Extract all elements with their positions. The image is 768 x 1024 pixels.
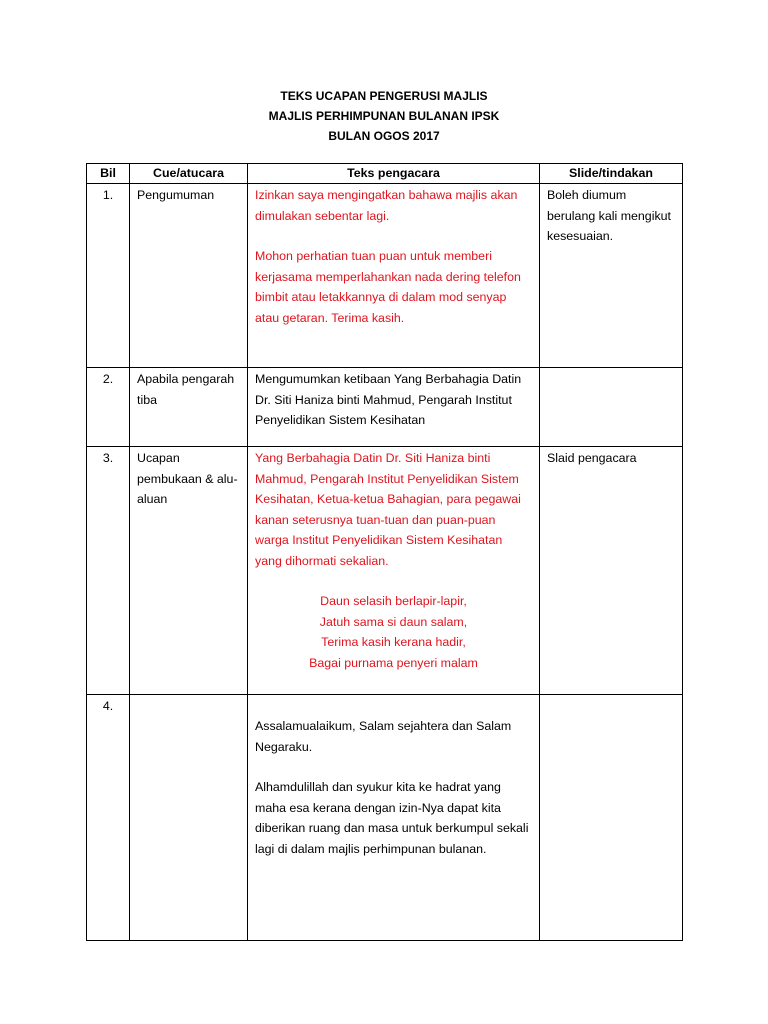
title-line-1: TEKS UCAPAN PENGERUSI MAJLIS	[280, 89, 488, 103]
row-text	[248, 447, 540, 695]
row-cue: Apabila pengarah tiba	[130, 368, 248, 447]
title-line-2: MAJLIS PERHIMPUNAN BULANAN IPSK	[268, 109, 500, 123]
document-title-block	[0, 86, 768, 146]
table-row	[87, 184, 683, 368]
pantun-verse	[255, 591, 532, 673]
row-text-paragraph: Yang Berbahagia Datin Dr. Siti Haniza binti Mahmud, Pengarah Institut Penyelidikan Sistem Kesihatan, Ketua-ketua Bahagian, para pegawai kanan seterusnya tuan-tuan dan puan-puan warga Institut Penyelidikan Sistem Kesihatan yang dihormati sekalian.	[255, 451, 521, 568]
agenda-table	[86, 163, 683, 941]
row-slide	[540, 695, 683, 941]
row-text	[248, 368, 540, 447]
row-cue: Pengumuman	[130, 184, 248, 368]
row-number: 3.	[87, 447, 130, 695]
row-number: 4.	[87, 695, 130, 941]
pantun-line: Daun selasih berlapir-lapir,	[320, 594, 467, 608]
row-text	[248, 695, 540, 941]
pantun-line: Jatuh sama si daun salam,	[319, 614, 468, 629]
row-slide: Slaid pengacara	[540, 447, 683, 695]
table-row	[87, 368, 683, 447]
row-slide	[540, 368, 683, 447]
row-text-paragraph: Izinkan saya mengingatkan bahawa majlis akan dimulakan sebentar lagi.	[255, 188, 518, 223]
row-number: 2.	[87, 368, 130, 447]
row-number: 1.	[87, 184, 130, 368]
row-text-paragraph: Mengumumkan ketibaan Yang Berbahagia Datin Dr. Siti Haniza binti Mahmud, Pengarah Institut Penyelidikan Sistem Kesihatan	[255, 372, 522, 427]
pantun-line: Terima kasih kerana hadir,	[321, 635, 466, 649]
row-text-paragraph: Mohon perhatian tuan puan untuk memberi kerjasama memperlahankan nada dering telefon bimbit atau letakkannya di dalam mod senyap atau getaran. Terima kasih.	[255, 249, 521, 325]
row-text-paragraph: Alhamdulillah dan syukur kita ke hadrat yang maha esa kerana dengan izin-Nya dapat kita diberikan ruang dan masa untuk berkumpul sekali lagi di dalam majlis perhimpunan bulanan.	[255, 780, 529, 856]
row-cue: Ucapan pembukaan & alu-aluan	[130, 447, 248, 695]
table-row	[87, 695, 683, 941]
title-line-3: BULAN OGOS 2017	[328, 129, 440, 143]
column-header-slide: Slide/tindakan	[540, 164, 683, 184]
row-slide: Boleh diumum berulang kali mengikut kesesuaian.	[540, 184, 683, 368]
column-header-text: Teks pengacara	[248, 164, 540, 184]
column-header-cue: Cue/atucara	[130, 164, 248, 184]
column-header-bil: Bil	[87, 164, 130, 184]
row-text	[248, 184, 540, 368]
table-row	[87, 447, 683, 695]
table-header-row	[87, 164, 683, 184]
pantun-line: Bagai purnama penyeri malam	[309, 655, 478, 670]
row-cue	[130, 695, 248, 941]
row-text-paragraph: Assalamualaikum, Salam sejahtera dan Salam Negaraku.	[255, 719, 512, 754]
